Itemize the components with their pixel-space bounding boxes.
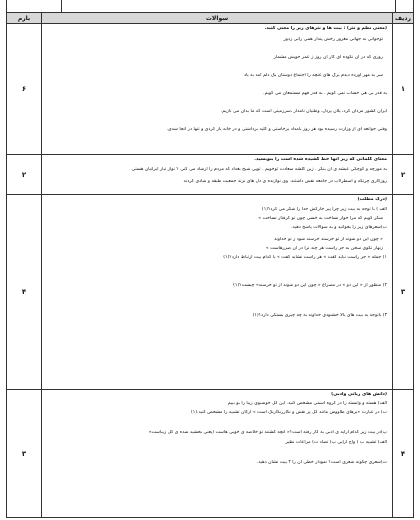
- question-line: زنهار نگوی سخن به جز راست هر چند ترا در آن ضررهاست »: [265, 245, 383, 251]
- question-line: شکر گویم که مرا خوار نساخت به خسی چون تو گرفتار نساخت »: [258, 215, 383, 221]
- question-line: ۲) منظور از « این دو » در مصراع « چون این دو شوند از تو خرسند» چیست؟(۱): [233, 282, 387, 288]
- top-strip-divider: [395, 0, 396, 12]
- question-number: ۳: [393, 195, 414, 390]
- questions-column-header: سوالات: [42, 13, 393, 24]
- question-line: به مورچه و کوچکی عیشه ی آن بنگر . زین کلشه سعادت ثوخوبم . توپی شیخ بغداد که مردم را ارشاد می کنی ؟ تواز تبار ایرانیان هستی: [131, 166, 387, 172]
- question-body: [42, 155, 393, 195]
- score-column-header: بارم: [7, 13, 42, 24]
- question-line: توجوانی به جهانی مغرور رخش پندار همی رانی زدور: [283, 36, 383, 42]
- question-number: ۴: [393, 390, 414, 518]
- question-line: الف) هسته و وابسته را در گروه اسمی مشخص کنید. این گل خوشبوی زیبا را بو ببیم: [227, 400, 387, 406]
- question-line: سر به مهر آورده دیدم برگ های غنچه را اجتماع دوستان یک دلم آمد به یاد: [243, 72, 383, 78]
- question-row-3: [7, 195, 414, 390]
- question-row-1: [7, 24, 414, 155]
- question-line: ایران کشور مردان گرد، یلان پردل، وطنیان نامدار ،سرزمینی است که ما بدان می نازیم.: [220, 108, 387, 114]
- question-line: « چون این دو شوند از تو خرسند خرسند شود ز تو خداوند: [274, 236, 383, 242]
- exam-table: [6, 12, 414, 518]
- question-title: معنای کلماتی که زیر آنها خط کشیده شده است را بنویسید.: [254, 157, 387, 162]
- question-score: ۳: [7, 390, 42, 518]
- question-number: ۱: [393, 24, 414, 155]
- question-score: ۴: [7, 195, 42, 390]
- question-line: به قدر بی هی حساب نمی گویم . به قدر فهم مستمعان می گویم.: [263, 90, 387, 96]
- question-number: ۲: [393, 155, 414, 195]
- question-title: (درک مطلب): [357, 197, 387, 202]
- question-body: [42, 390, 393, 518]
- question-line: الف ) با توجه به بیت زیر چرا پیر خارکش خدا را شکر می کرد؟(۱): [261, 206, 387, 212]
- question-line: ۱) جمله « جز راست نباید گفت » هر راست نشاید گفت » با کدام بیت ارتباط دارد؟(۱): [223, 254, 387, 260]
- question-line: الف) تشبیه ب ) واج آرایی پ) تضاد ت) مراعات نظیر: [285, 439, 387, 445]
- question-row-4: [7, 390, 414, 518]
- top-strip-divider: [61, 0, 62, 12]
- question-line: روزگاری چرتکه و اسطرلاب در جامعه نقش داشتند. وی نوازنده ی دل های نژند جمعیت طبقه و شادی کردند: [183, 178, 387, 184]
- question-line: ۳) باتوجه به بیت های بالا خشنودی خداوند به چه چیزی بستگی دارد؟(۱): [252, 312, 387, 318]
- question-line: ب) در عبارت «برهای طاووس مانند گل پر نقش و نگاررنگارنگ است » ارکان تشبیه را مشخص کنید.(۱): [190, 409, 387, 415]
- question-score: ۲: [7, 155, 42, 195]
- question-body: [42, 195, 393, 390]
- question-score: ۶: [7, 24, 42, 155]
- question-row-2: [7, 155, 414, 195]
- question-title: (دانش های زبانی وادبی): [331, 392, 387, 397]
- table-header-row: [7, 13, 414, 24]
- question-line: ب)شعرهای زیر را بخوانید و به سوالات پاسخ دهید.: [291, 224, 387, 230]
- question-line: پ)در بیت زیر کدام آرایه ی ادبی به کار رفته است؟« انچه کشتند تو خلاصه ی خوبی هاست (یعنی بخشید شده ی گل زیباست»: [148, 429, 387, 435]
- question-body: [42, 24, 393, 155]
- row-column-header: ردیف: [393, 13, 414, 24]
- question-line: ت)شعری چگونه شعری است؟ نمودار خطی آن را ۲ بیت نشان دهید.: [256, 459, 387, 465]
- question-line: روزی که در آن نکوده ای کار آن روز ز عمر خویش مشمار: [273, 54, 383, 60]
- question-line: وقتی جوانعه ای از وزارت رسیده بود هر روز بامداد برخاستی و کلید برداشتی و در خانه باز کردی و تنها در آنجا شدی.: [166, 126, 387, 132]
- question-title: (معنی نظم و نثر) : بیت ها و نثرهای زیر را معنی کنید.: [264, 26, 387, 31]
